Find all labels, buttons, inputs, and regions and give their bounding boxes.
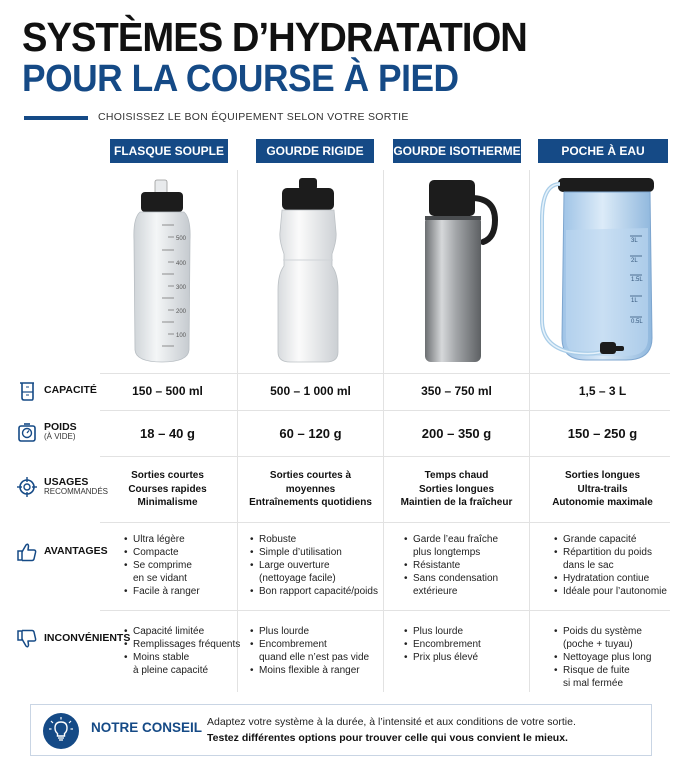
advantages-list	[404, 533, 498, 598]
insulated-bottle-image	[383, 170, 528, 370]
advantage-item: • Compacte	[124, 546, 200, 559]
weight-value: 18 – 40 g	[140, 426, 195, 441]
flask-marking: 400	[176, 261, 187, 267]
advantage-item: • Se comprime en se vidant	[124, 559, 200, 585]
flask-marking: 200	[176, 309, 187, 315]
flask-marking: 500	[176, 236, 187, 242]
usage-line: Sorties longues	[418, 483, 494, 495]
advantages-list	[124, 533, 200, 598]
bladder-marking: 1L	[631, 298, 638, 304]
advantage-item: • Sans condensation extérieure	[404, 572, 498, 598]
row-label-usages-text: USAGES	[44, 475, 89, 488]
advantage-item: • Simple d’utilisation	[250, 546, 378, 559]
weight-value: 200 – 350 g	[421, 426, 492, 441]
row-label-capacity: CAPACITÉ	[16, 380, 97, 402]
disadvantage-item: • Encombrement	[404, 638, 481, 651]
advantage-item: • Ultra légère	[124, 533, 200, 546]
thumbs-down-icon	[16, 628, 38, 650]
row-sublabel-weight: (À VIDE)	[44, 432, 76, 442]
weight-value: 60 – 120 g	[279, 426, 342, 441]
disadvantage-item: • Capacité limitée	[124, 625, 240, 638]
advantage-item: • Résistante	[404, 559, 498, 572]
row-divider	[100, 610, 670, 611]
flask-marking: 300	[176, 285, 187, 291]
usages-cell	[95, 469, 240, 510]
beaker-icon	[16, 380, 38, 402]
usage-line: Sorties courtes à	[269, 470, 352, 481]
disadvantage-item: • Nettoyage plus long	[554, 651, 651, 664]
usage-line: Sorties longues	[564, 470, 640, 481]
advantage-item: • Répartition du poids dans le sac	[554, 546, 667, 572]
weight-value: 150 – 250 g	[567, 426, 638, 441]
disadvantage-item: • Plus lourde	[250, 625, 369, 638]
usage-line: Sorties courtes	[131, 470, 204, 481]
advantage-item: • Hydratation contiue	[554, 572, 667, 585]
disadvantage-item: • Remplissages fréquents	[124, 638, 240, 651]
advantage-item: • Garde l’eau fraîche plus longtemps	[404, 533, 498, 559]
row-divider	[100, 456, 670, 457]
page-tagline: CHOISISSEZ LE BON ÉQUIPEMENT SELON VOTRE SORTIE	[98, 111, 409, 123]
row-sublabel-usages: RECOMMANDÉS	[44, 487, 109, 497]
usage-line: Maintien de la fraîcheur	[400, 497, 513, 508]
advantage-item: • Idéale pour l’autonomie	[554, 585, 667, 598]
thumbs-up-icon	[16, 541, 38, 563]
usages-cell	[384, 469, 529, 510]
disadvantage-item: • Moins stable à pleine capacité	[124, 651, 240, 677]
capacity-value: 350 – 750 ml	[421, 384, 492, 398]
usage-line: Courses rapides	[128, 483, 207, 495]
advantage-item: • Large ouverture (nettoyage facile)	[250, 559, 378, 585]
advantages-list	[554, 533, 667, 598]
disadvantage-item: • Encombrement quand elle n’est pas vide	[250, 638, 369, 664]
disadvantages-list	[124, 625, 240, 677]
capacity-value: 500 – 1 000 ml	[270, 384, 351, 398]
disadvantage-item: • Prix plus élevé	[404, 651, 481, 664]
disadvantages-list	[250, 625, 369, 677]
bladder-marking: 0.5L	[631, 319, 643, 325]
disadvantage-item: • Risque de fuite si mal fermée	[554, 664, 651, 690]
page-subtitle-title: POUR LA COURSE À PIED	[22, 58, 459, 100]
flask-marking: 100	[176, 333, 187, 339]
column-header-hydration-bladder: POCHE À EAU	[538, 139, 668, 163]
usage-line: moyennes	[285, 483, 336, 495]
row-label-weight	[16, 421, 77, 443]
advantage-item: • Bon rapport capacité/poids	[250, 585, 378, 598]
advantage-item: • Facile à ranger	[124, 585, 200, 598]
lightbulb-icon	[43, 713, 79, 749]
usage-line: Autonomie maximale	[552, 497, 653, 508]
column-header-rigid-bottle: GOURDE RIGIDE	[256, 139, 374, 163]
usage-line: Temps chaud	[424, 470, 489, 481]
advice-box	[30, 704, 652, 756]
usages-cell	[530, 469, 675, 510]
usage-line: Minimalisme	[137, 497, 198, 508]
disadvantage-item: • Poids du système (poche + tuyau)	[554, 625, 651, 651]
usages-cell	[238, 469, 383, 510]
rigid-bottle-image	[236, 170, 381, 370]
usage-line: Entraînements quotidiens	[249, 497, 372, 508]
advantages-list	[250, 533, 378, 598]
scale-icon	[16, 421, 38, 443]
bladder-marking: 1.5L	[631, 277, 643, 283]
subtitle-rule	[24, 116, 88, 120]
soft-flask-image	[90, 170, 235, 370]
capacity-value: 1,5 – 3 L	[578, 384, 627, 398]
advantage-item: • Grande capacité	[554, 533, 667, 546]
column-header-soft-flask: FLASQUE SOUPLE	[110, 139, 228, 163]
bladder-marking: 2L	[631, 258, 638, 264]
advice-line-2: Testez différentes options pour trouver celle qui vous convient le mieux.	[207, 732, 568, 744]
capacity-value: 150 – 500 ml	[132, 384, 203, 398]
disadvantage-item: • Plus lourde	[404, 625, 481, 638]
disadvantages-list	[404, 625, 481, 664]
row-divider	[100, 522, 670, 523]
row-divider	[100, 373, 670, 374]
advice-title: NOTRE CONSEIL	[91, 720, 203, 735]
advantage-item: • Robuste	[250, 533, 378, 546]
row-divider	[100, 410, 670, 411]
advice-line-1: Adaptez votre système à la durée, à l’intensité et aux conditions de votre sortie.	[207, 716, 576, 728]
hydration-bladder-image	[530, 170, 675, 370]
row-label-advantages: AVANTAGES	[16, 541, 108, 563]
row-label-weight-text: POIDS	[44, 420, 77, 433]
usage-line: Ultra-trails	[577, 483, 628, 495]
page-title: SYSTÈMES D’HYDRATATION	[22, 14, 527, 60]
column-header-insulated-bottle: GOURDE ISOTHERME	[393, 139, 521, 163]
disadvantages-list	[554, 625, 651, 690]
disadvantage-item: • Moins flexible à ranger	[250, 664, 369, 677]
row-label-disadvantages: INCONVÉNIENTS	[16, 628, 130, 650]
bladder-marking: 3L	[631, 238, 638, 244]
target-icon	[16, 476, 38, 498]
